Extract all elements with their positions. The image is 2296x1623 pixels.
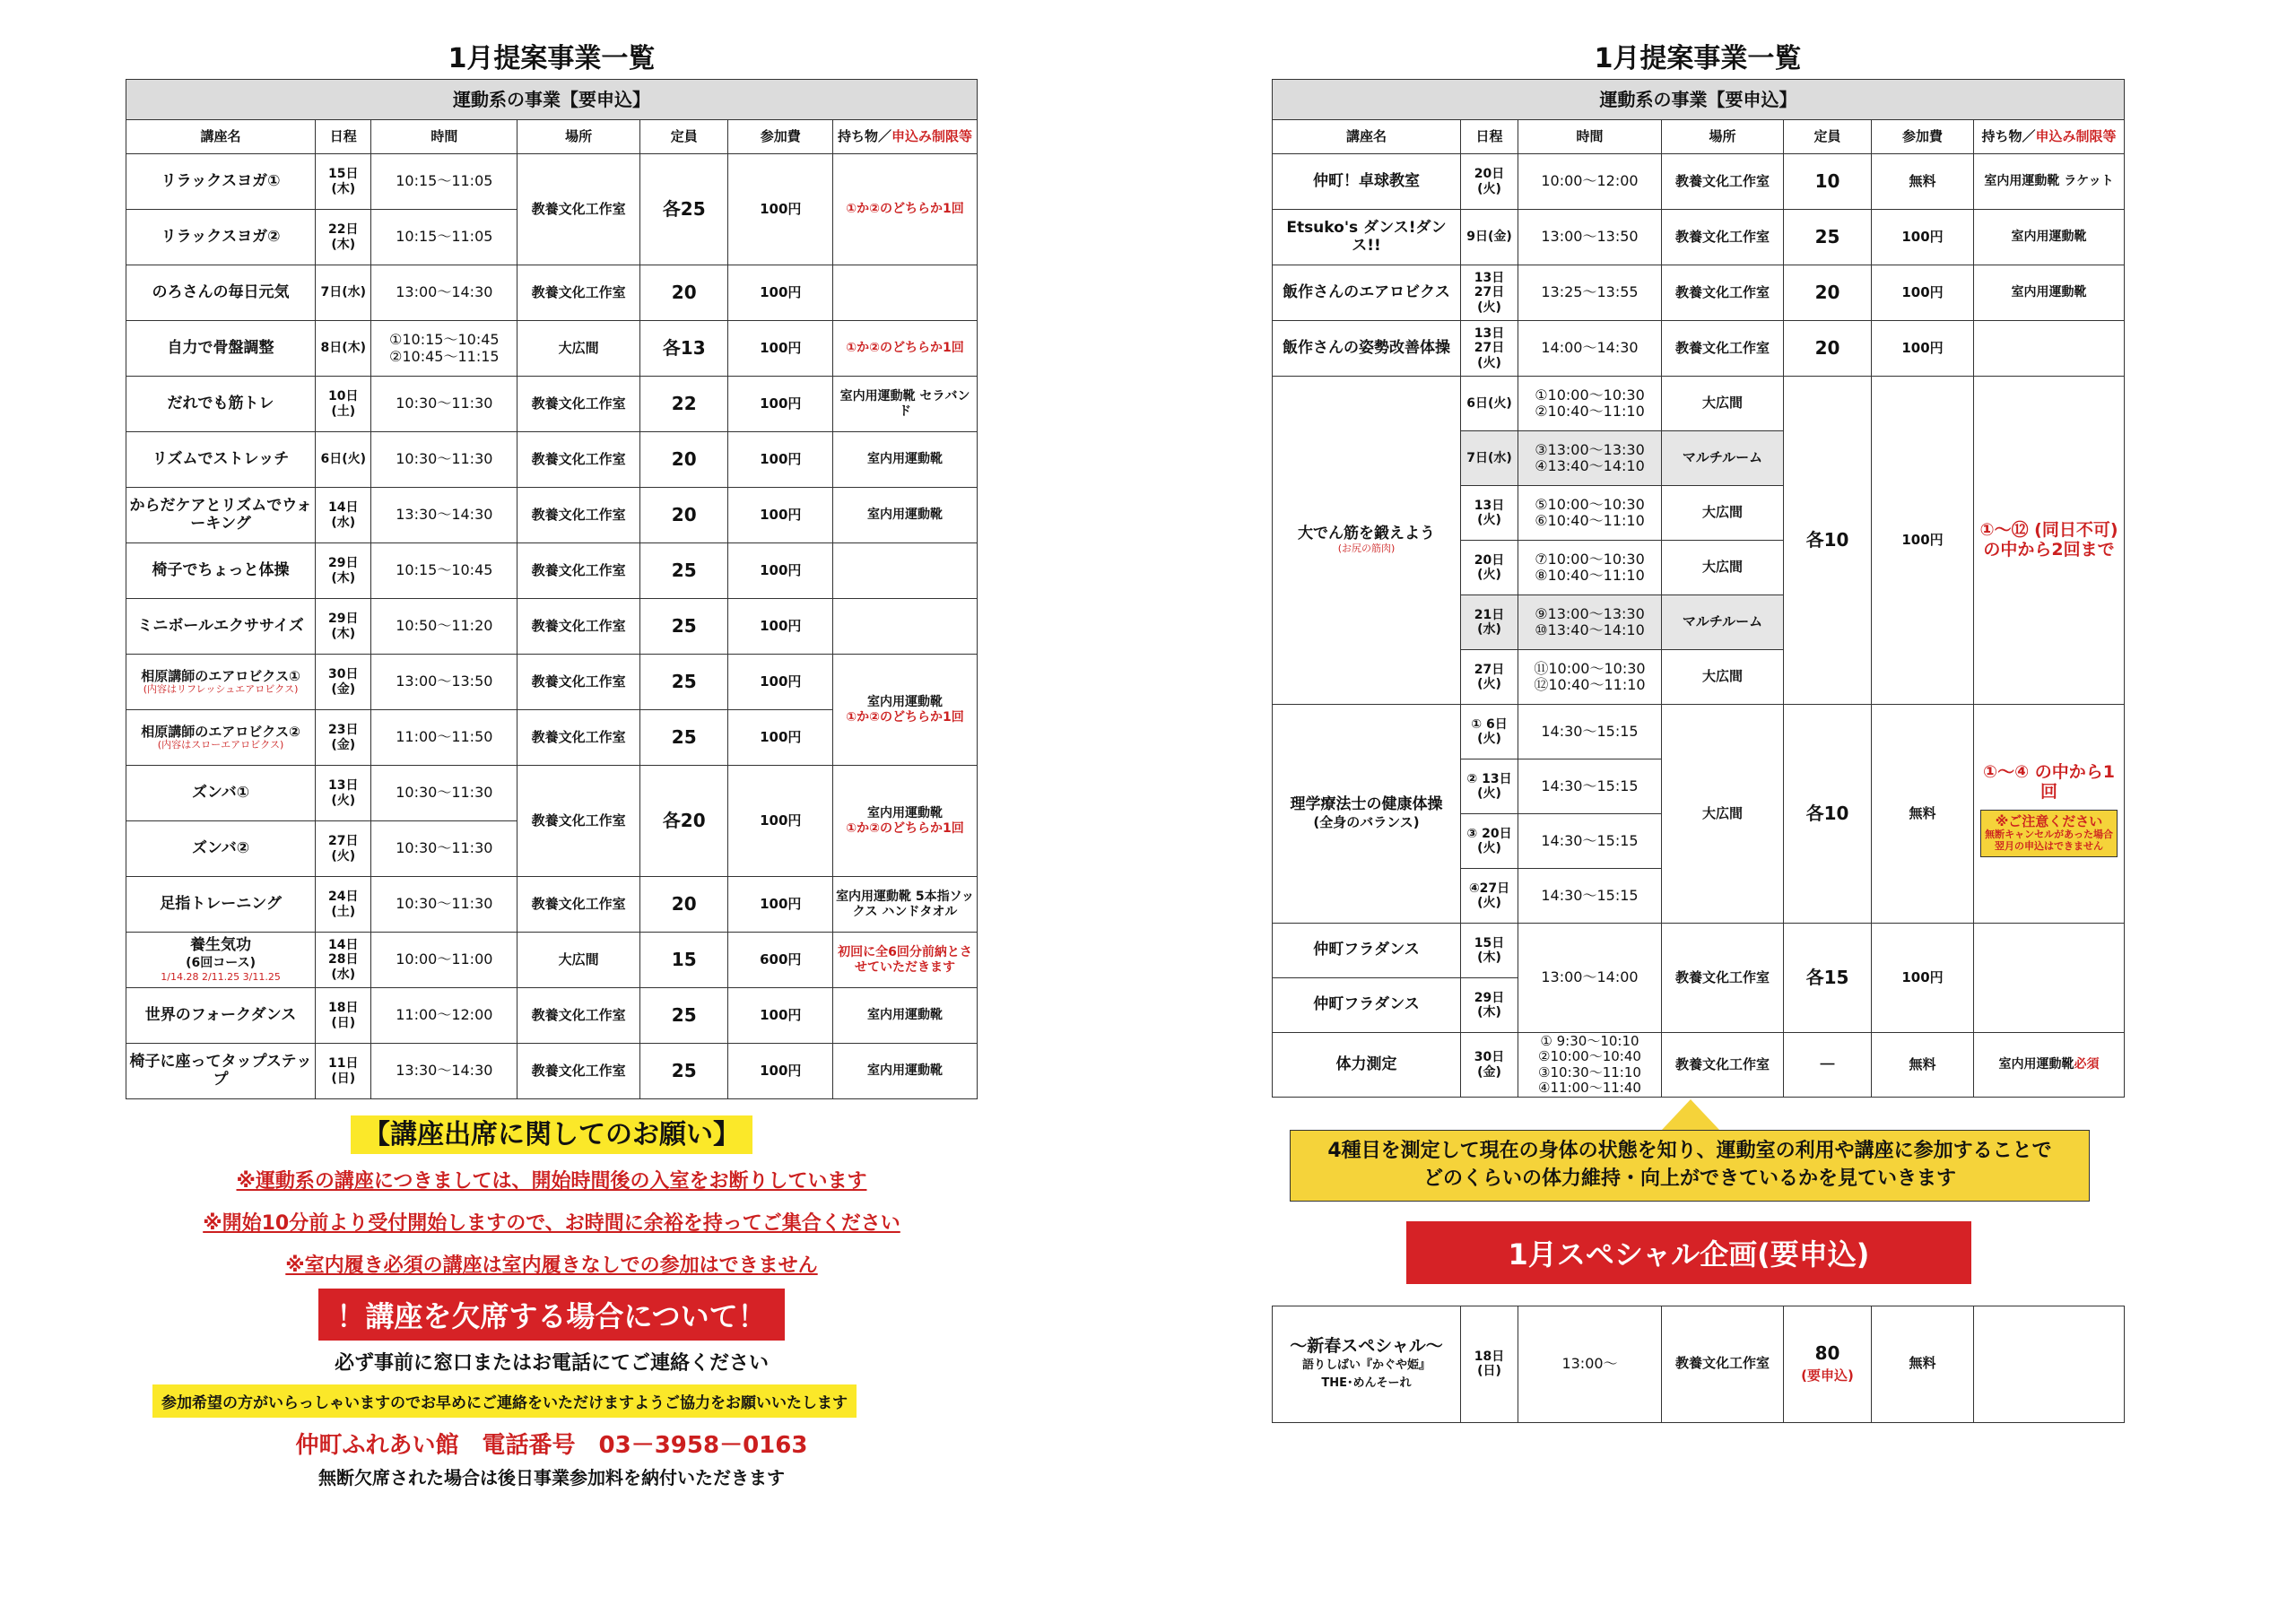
table-row: からだケアとリズムでウォーキング 14日(水) 13:30～14:30 教養文化工作室 20 100円 室内用運動靴 [126,488,978,543]
table-row: 足指トレーニング 24日(土) 10:30～11:30 教養文化工作室 20 100円 室内用運動靴 5本指ソックス ハンドタオル [126,877,978,933]
table-row: リズムでストレッチ 6日(火) 10:30～11:30 教養文化工作室 20 100円 室内用運動靴 [126,432,978,488]
header-row: 講座名 日程 時間 場所 定員 参加費 持ち物／申込み制限等 [1273,120,2125,154]
table-row: ～新春スペシャル～ 語りしばい『かぐや姫』 THE･めんそーれ 18日(日) 13:00～ 教養文化工作室 80 (要申込) 無料 [1273,1306,2125,1422]
table-row: ズンバ② 27日(火) 10:30～11:30 [126,821,978,877]
table-row: 相原講師のエアロビクス① (内容はリフレッシュエアロビクス) 30日(金) 13:00～13:50 教養文化工作室 25 100円 室内用運動靴 ①か②のどちらか1回 [126,655,978,710]
table-row: 養生気功 (6回コース) 1/14.28 2/11.25 3/11.25 14日 28日(水) 10:00～11:00 大広間 15 600円 初回に全6回分前納とさせていただきます [126,933,978,988]
table-row: 自力で骨盤調整 8日(木) ①10:15～10:45 ②10:45～11:15 大広間 各13 100円 ①か②のどちらか1回 [126,321,978,377]
table-row: 27日(火) ⑪10:00～10:30 ⑫10:40～11:10 大広間 [1273,650,2125,705]
warning-box: ※ご注意ください 無断キャンセルがあった場合 翌月の申込はできません [1980,810,2118,857]
table-row: Etsuko's ダンス!ダンス!! 9日(金) 13:00～13:50 教養文化工作室 25 100円 室内用運動靴 [1273,210,2125,265]
table-row: 20日(火) ⑦10:00～10:30 ⑧10:40～11:10 大広間 [1273,541,2125,595]
table-row: 椅子でちょっと体操 29日(木) 10:15～10:45 教養文化工作室 25 100円 [126,543,978,599]
table-row: だれでも筋トレ 10日(土) 10:30～11:30 教養文化工作室 22 100円 室内用運動靴 セラバンド [126,377,978,432]
request-line: ※運動系の講座につきましては、開始時間後の入室をお断りしています [236,1170,867,1193]
page-title: 1月提案事業一覧 [448,43,656,74]
table-row: 仲町フラダンス 15日(木) 13:00～14:00 教養文化工作室 各15 100円 [1273,924,2125,978]
table-row: 体力測定 30日(金) ① 9:30～10:10 ②10:00～10:40 ③10:30～11:10 ④11:00～11:40 教養文化工作室 － 無料 室内用運動靴必須 [1273,1033,2125,1098]
table-band: 運動系の事業【要申込】 [1273,80,2125,120]
absence-fee-note: 無断欠席された場合は後日事業参加料を納付いただきます [318,1467,785,1488]
table-row: ③ 20日(火) 14:30～15:15 [1273,814,2125,869]
special-table [1272,1306,2125,1423]
table-row: ズンバ① 13日(火) 10:30～11:30 教養文化工作室 各20 100円 室内用運動靴 ①か②のどちらか1回 [126,766,978,821]
table-row: 21日(水) ⑨13:00～13:30 ⑩13:40～14:10 マルチルーム [1273,595,2125,650]
absence-title: ！講座を欠席する場合について！ [126,1289,978,1341]
table-row: 飯作さんのエアロビクス 13日 27日(火) 13:25～13:55 教養文化工作室 20 100円 室内用運動靴 [1273,265,2125,321]
table-row: 仲町フラダンス 29日(木) [1273,978,2125,1033]
sports-table-left [126,79,978,1099]
table-row: 飯作さんの姿勢改善体操 13日 27日(火) 14:00～14:30 教養文化工作室 20 100円 [1273,321,2125,377]
arrow-up-icon [1662,1099,1719,1130]
absence-line: 必ず事前に窓口またはお電話にてご連絡ください [334,1352,769,1375]
table-row: ② 13日(火) 14:30～15:15 [1273,759,2125,814]
right-page [1272,0,2124,1423]
table-band: 運動系の事業【要申込】 [126,80,978,120]
page-title: 1月提案事業一覧 [1594,43,1802,74]
table-row: ④27日(火) 14:30～15:15 [1273,869,2125,924]
table-row: 7日(水) ③13:00～13:30 ④13:40～14:10 マルチルーム [1273,431,2125,486]
table-row: リラックスヨガ① 15日(木) 10:15～11:05 教養文化工作室 各25 100円 ①か②のどちらか1回 [126,154,978,210]
request-line: ※室内履き必須の講座は室内履きなしでの参加はできません [285,1254,818,1277]
table-row: ミニボールエクササイズ 29日(木) 10:50～11:20 教養文化工作室 25 100円 [126,599,978,655]
table-row: リラックスヨガ② 22日(木) 10:15～11:05 [126,210,978,265]
fitness-description: 4種目を測定して現在の身体の状態を知り、運動室の利用や講座に参加することで どのくらいの体力維持・向上ができているかを見ていきます [1290,1130,2090,1202]
table-row: 13日(火) ⑤10:00～10:30 ⑥10:40～11:10 大広間 [1273,486,2125,541]
header-row: 講座名 日程 時間 場所 定員 参加費 持ち物／申込み制限等 [126,120,978,154]
table-row: 世界のフォークダンス 18日(日) 11:00～12:00 教養文化工作室 25 100円 室内用運動靴 [126,988,978,1044]
table-row: 椅子に座ってタップステップ 11日(日) 13:30～14:30 教養文化工作室 25 100円 室内用運動靴 [126,1044,978,1099]
pt-notes: ①～④ の中から1回 ※ご注意ください 無断キャンセルがあった場合 翌月の申込はできません [1974,705,2125,924]
absence-highlight: 参加希望の方がいらっしゃいますのでお早めにご連絡をいただけますようご協力をお願いいたします [152,1384,857,1418]
table-row: 理学療法士の健康体操 (全身のバランス) ① 6日(火) 14:30～15:15 大広間 各10 無料 ①～④ の中から1回 ※ご注意ください 無断キャンセルがあった場合 翌月の申込はできません [1273,705,2125,759]
special-title: 1月スペシャル企画(要申込) [1406,1221,1971,1284]
request-line: ※開始10分前より受付開始しますので、お時間に余裕を持ってご集合ください [203,1212,900,1235]
table-row: 相原講師のエアロビクス② (内容はスローエアロビクス) 23日(金) 11:00～11:50 教養文化工作室 25 100円 [126,710,978,766]
table-row: 大でん筋を鍛えよう (お尻の筋肉) 6日(火) ①10:00～10:30 ②10:40～11:10 大広間 各10 100円 ①～⑫ (同日不可) の中から2回まで [1273,377,2125,431]
table-row: 仲町！卓球教室 20日(火) 10:00～12:00 教養文化工作室 10 無料 室内用運動靴 ラケット [1273,154,2125,210]
phone-number: 仲町ふれあい館 電話番号 03－3958－0163 [295,1432,808,1459]
left-page [126,0,978,1489]
table-row: のろさんの毎日元気 7日(水) 13:00～14:30 教養文化工作室 20 100円 [126,265,978,321]
sports-table-right [1272,79,2125,1098]
request-title: 【講座出席に関してのお願い】 [126,1112,978,1151]
